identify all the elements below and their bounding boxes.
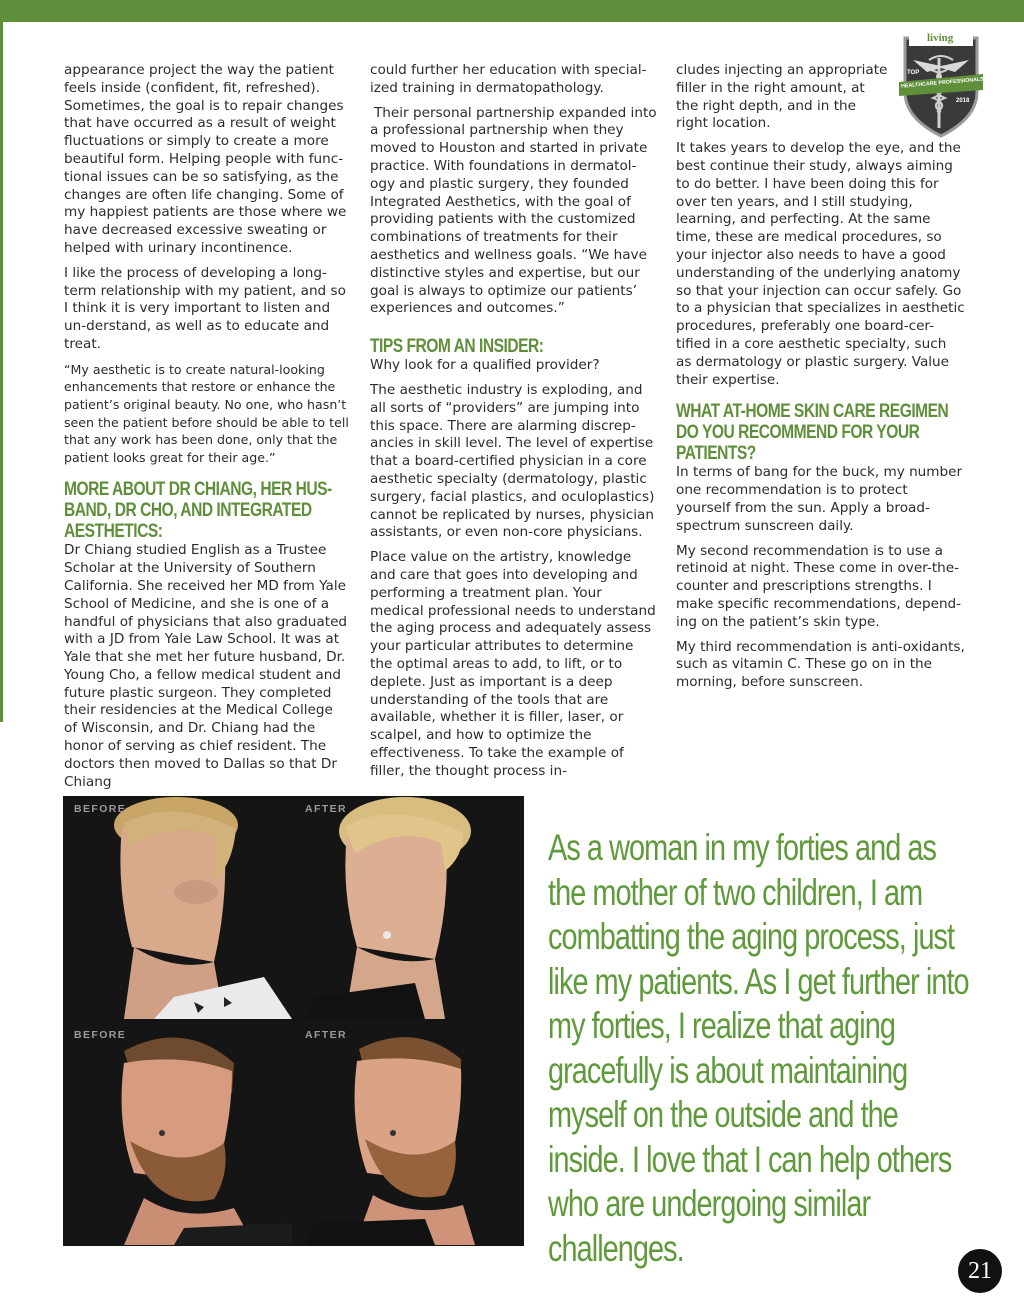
paragraph: My second recommendation is to use a retinoid at night. These come in over-the-counter and prescriptions strengths. I make specific recommendations, depend-ing on the patient’s skin type. [676,542,962,630]
pull-quote: As a woman in my forties and as the mother of two children, I am combatting the aging process, just like my patients. As I get further into my forties, I realize that aging gracefully is about maintaining myself on the outside and the inside. I love that I can help others who are undergoing similar challenges. [548,827,969,1269]
paragraph: cludes injecting an appropriate filler in the right amount, at the right depth, and in the right location. [676,62,888,132]
top-green-bar [0,0,1024,22]
left-edge-bar [0,22,3,722]
badge-title: HEALTHCARE PROFESSIONALS [900,76,984,90]
article-column-2 [370,62,658,787]
section-heading: WHAT AT-HOME SKIN CARE REGIMEN DO YOU RECOMMEND FOR YOUR PATIENTS? [676,401,949,465]
badge-brand: living [927,32,954,44]
before-after-photos [63,796,524,1246]
photo-man-before [64,1023,292,1245]
paragraph: It takes years to develop the eye, and the best continue their study, always aiming to do better. I have been doing this for over ten years, and I still studying, learning, and perfecting. At the same time, these are medical procedures, so your injector also needs to have a good understanding of the underlying anatomy so that your injection can occur safely. Go to a physician that specializes in aesthetic procedures, preferably one board-cer-tified in a core aesthetic specialty, such as dermatology or plastic surgery. Value their expertise. [676,140,965,388]
badge-year: 2018 [956,98,970,104]
paragraph: I like the process of developing a long-term relationship with my patient, and so I think it is very important to listen and un-derstand, as well as to educate and treat. [64,264,346,352]
page-number: 21 [958,1249,1002,1293]
question: Why look for a qualified provider? [370,357,600,374]
before-label: BEFORE [74,1029,127,1041]
paragraph: The aesthetic industry is exploding, and all sorts of “providers” are jumping into this space. There are alarming discrep-ancies in skill level. The level of expertise that a board-certified physician in a core aesthetic specialty (dermatology, plastic surgery, facial plastics, and oculoplastics) cannot be replicated by nurses, physician assistants, or even non-core physicians. [370,381,655,541]
section-heading: TIPS FROM AN INSIDER: [370,336,544,358]
badge-top-label: TOP [907,70,920,76]
before-label: BEFORE [74,803,127,815]
after-label: AFTER [305,803,347,815]
paragraph: could further her education with special-ized training in dermatopathology. [370,62,647,96]
paragraph: appearance project the way the patient feels inside (confident, fit, refreshed). Sometimes, the goal is to repair changes that have occurred as a result of weight fluctuations or simply to create a more beautiful form. Helping people with func-tional issues can be so satisfying, as the changes are often life changing. Some of my happiest patients are those where we have decreased excessive sweating or helped with urinary incontinence. [64,62,347,256]
after-label: AFTER [305,1029,347,1041]
paragraph: Their personal partnership expanded into a professional partnership when they moved to Houston and started in private practice. With foundations in dermatol-ogy and plastic surgery, they founded Integrated Aesthetics, with the goal of providing patients with the customized combinations of treatments for their aesthetics and wellness goals. “We have distinctive styles and expertise, but our goal is always to optimize our patients’ experiences and outcomes.” [370,104,657,317]
photo-woman-after [295,797,523,1019]
article-column-1 [64,62,350,798]
photo-woman-before [64,797,292,1019]
paragraph: Place value on the artistry, knowledge and care that goes into developing and performing a treatment plan. Your medical professional needs to understand the aging process and adequately assess your particular attributes to determine the optimal areas to add, to lift, or to deplete. Just as important is a deep understanding of the tools that are available, whether it is filler, laser, or scalpel, and how to optimize the effectiveness. To take the example of filler, the thought process in- [370,549,656,779]
section-heading: MORE ABOUT DR CHIANG, HER HUS-BAND, DR CHO, AND INTEGRATED AESTHETICS: [64,479,332,543]
paragraph: Dr Chiang studied English as a Trustee Scholar at the University of Southern California. She received her MD from Yale School of Medicine, and she is one of a handful of physicians that also graduated with a JD from Yale Law School. It was at Yale that she met her future husband, Dr. Young Cho, a fellow medical student and future plastic surgeon. They completed their residencies at the Medical College of Wisconsin, and Dr. Chiang had the honor of serving as chief resident. The doctors then moved to Dallas so that Dr Chiang [64,542,348,790]
article-column-3 [676,62,966,699]
paragraph: My third recommendation is anti-oxidants, such as vitamin C. These go on in the morning, before sunscreen. [676,638,965,691]
photo-man-after [295,1023,523,1245]
doctor-quote: “My aesthetic is to create natural-looking enhancements that restore or enhance the patient’s original beauty. No one, who hasn’t seen the patient before should be able to tell that any work has been done, only that the patient looks great for their age.” [64,361,349,465]
paragraph: In terms of bang for the buck, my number one recommendation is to protect yourself from the sun. Apply a broad-spectrum sunscreen daily. [676,464,963,534]
